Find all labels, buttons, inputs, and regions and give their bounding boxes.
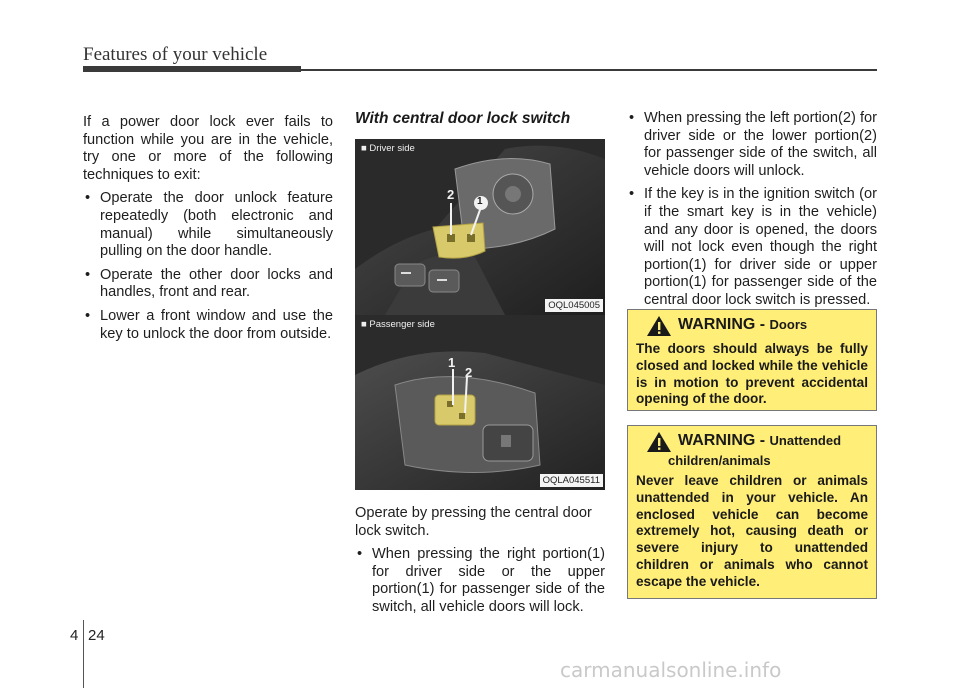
list-item: • If the key is in the ignition switch (or if the smart key is in the vehicle) and any door is opened, the doors will not lock even though the right portion(1) for driver side or upper portion(1) for passenger side of the central door lock switch is pressed. (629, 186, 877, 308)
warning-body: The doors should always be fully closed and locked while the vehicle is in motion to prevent accidental opening of the door. (636, 341, 868, 407)
photo-caption: ■ Passenger side (361, 319, 435, 330)
image-code: OQL045005 (545, 299, 603, 312)
list-item: • Operate the door unlock feature repeatedly (both electronic and manual) while simultaneously pulling on the door handle. (85, 190, 333, 260)
instruction-paragraph: Operate by pressing the central door lock switch. (355, 505, 592, 539)
list-item: • Operate the other door locks and handles, front and rear. (85, 266, 333, 301)
header-rule-thick (83, 66, 301, 72)
exit-techniques-list (83, 190, 333, 343)
driver-side-switch-photo (355, 139, 605, 315)
warning-title: WARNING - (678, 432, 770, 449)
section-heading: With central door lock switch (355, 110, 571, 127)
warning-body: Never leave children or animals unattended in your vehicle. An enclosed vehicle can become extremely hot, causing death or severe injury to unattended children or animals who cannot escape the vehicle. (636, 473, 868, 589)
photo-caption: ■ Driver side (361, 143, 415, 154)
warning-subtitle-line2: children/animals (668, 453, 771, 468)
passenger-door-panel-illustration (355, 315, 605, 490)
unlock-instructions-list (627, 110, 877, 310)
image-code: OQLA045511 (540, 474, 603, 487)
column-3 (627, 110, 877, 310)
warning-box-unattended (627, 425, 877, 599)
marker-1: 1 (477, 196, 483, 207)
list-item: • Lower a front window and use the key to unlock the door from outside. (85, 307, 333, 342)
header-rule-thin (301, 69, 877, 71)
warning-subtitle: Doors (769, 317, 808, 332)
warning-triangle-icon (646, 431, 672, 453)
footer-divider (83, 620, 84, 688)
driver-door-panel-illustration (355, 139, 605, 315)
page-header-title: Features of your vehicle (83, 44, 268, 65)
marker-2: 2 (447, 187, 455, 202)
warning-subtitle: Unattended (769, 433, 842, 448)
warning-title: WARNING - (678, 316, 770, 333)
marker-2: 2 (465, 365, 473, 380)
section-number: 4 (70, 627, 79, 644)
lock-instructions-list (355, 546, 605, 616)
column-2-text (355, 505, 605, 617)
list-item: • When pressing the right portion(1) for driver side or the upper portion(1) for passenger side of the switch, all vehicle doors will lock. (357, 546, 605, 615)
list-item: • When pressing the left portion(2) for driver side or the lower portion(2) for passenger side of the switch, all vehicle doors will unlock. (629, 110, 877, 179)
intro-paragraph: If a power door lock ever fails to function while you are in the vehicle, try one or more of the following techniques to exit: (83, 114, 333, 183)
watermark: carmanualsonline.info (560, 658, 782, 682)
warning-box-doors (627, 309, 877, 411)
page-number: 24 (88, 627, 105, 644)
passenger-side-switch-photo (355, 315, 605, 490)
marker-1: 1 (448, 355, 456, 370)
column-1 (83, 114, 333, 343)
warning-triangle-icon (646, 315, 672, 337)
